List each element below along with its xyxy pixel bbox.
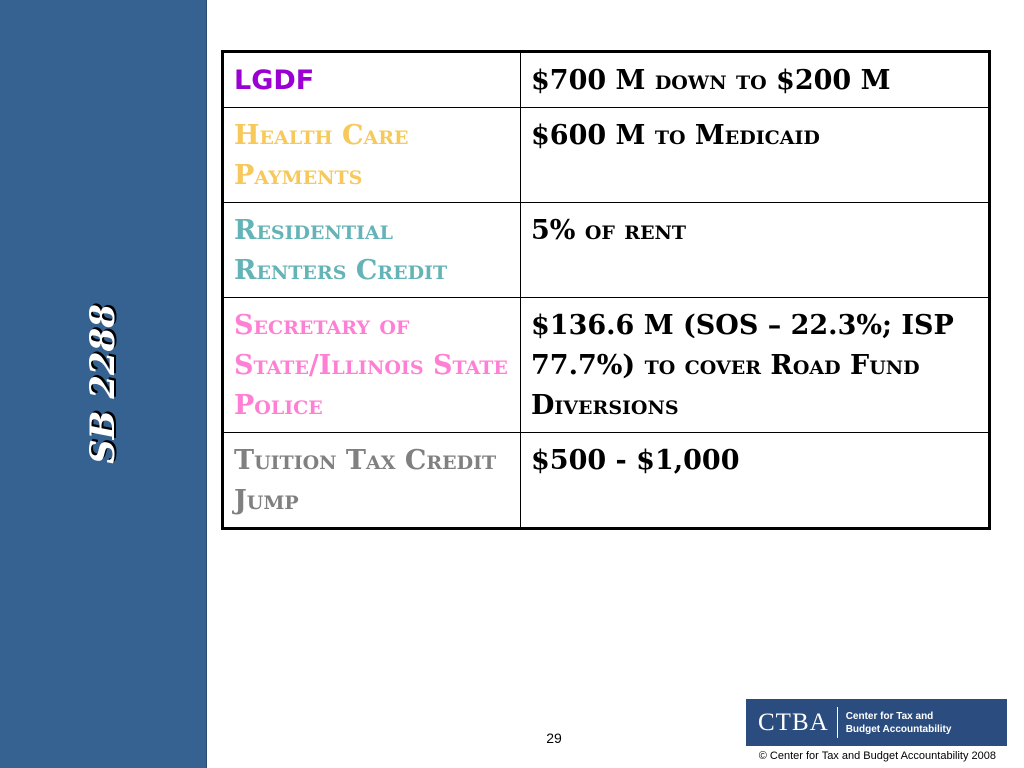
logo-mark: CTBA	[758, 708, 829, 736]
table-row	[223, 203, 990, 298]
slide-title: SB 2288	[83, 304, 123, 464]
row-label-renters-credit: Residential Renters Credit	[223, 203, 521, 298]
data-table	[221, 50, 991, 530]
row-value-health-care: $600 M to Medicaid	[521, 108, 990, 203]
row-label-lgdf: LGDF	[223, 52, 521, 108]
table-row	[223, 298, 990, 433]
logo-line-2: Budget Accountability	[845, 723, 952, 735]
row-value-sos-isp: $136.6 M (SOS – 22.3%; ISP 77.7%) to cover Road Fund Diversions	[521, 298, 990, 433]
copyright-notice: © Center for Tax and Budget Accountability 2008	[758, 750, 996, 762]
page-number: 29	[546, 730, 562, 746]
table-row	[223, 52, 990, 108]
row-value-lgdf: $700 M down to $200 M	[521, 52, 990, 108]
table-row	[223, 433, 990, 529]
logo-line-1: Center for Tax and	[845, 710, 934, 722]
logo-text	[838, 710, 952, 736]
row-value-renters-credit: 5% of rent	[521, 203, 990, 298]
ctba-logo	[746, 699, 1007, 746]
sidebar	[0, 0, 207, 768]
table-row	[223, 108, 990, 203]
row-label-sos-isp: Secretary of State/Illinois State Police	[223, 298, 521, 433]
row-value-tuition: $500 - $1,000	[521, 433, 990, 529]
row-label-tuition: Tuition Tax Credit Jump	[223, 433, 521, 529]
row-label-health-care: Health Care Payments	[223, 108, 521, 203]
